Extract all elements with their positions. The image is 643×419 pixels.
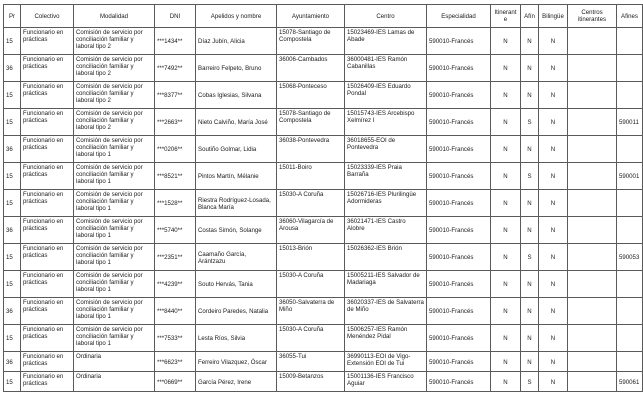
cell-nombre: Pintos Martín, Mélanie bbox=[196, 163, 277, 190]
cell-ayuntamiento: 36055-Tui bbox=[277, 352, 345, 372]
cell-dni: ***8377** bbox=[155, 82, 196, 109]
cell-nombre: Cobas Iglesias, Silvana bbox=[196, 82, 277, 109]
cell-centros-itinerantes bbox=[568, 55, 617, 82]
header-afines: Afines bbox=[617, 5, 643, 28]
cell-itinerante: N bbox=[491, 136, 521, 163]
cell-pr: 15 bbox=[4, 109, 21, 136]
cell-colectivo: Funcionario en prácticas bbox=[21, 244, 74, 271]
cell-afin: S bbox=[521, 109, 539, 136]
cell-especialidad: 590010-Francés bbox=[427, 352, 491, 372]
cell-colectivo: Funcionario en prácticas bbox=[21, 352, 74, 372]
cell-colectivo: Funcionario en prácticas bbox=[21, 298, 74, 325]
cell-bilingue: N bbox=[539, 163, 568, 190]
table-row bbox=[4, 82, 643, 109]
cell-centros-itinerantes bbox=[568, 372, 617, 392]
cell-pr: 15 bbox=[4, 28, 21, 55]
cell-bilingue: N bbox=[539, 190, 568, 217]
table-row bbox=[4, 28, 643, 55]
cell-dni: ***0206** bbox=[155, 136, 196, 163]
cell-colectivo: Funcionario en prácticas bbox=[21, 271, 74, 298]
cell-afines: 590053 bbox=[617, 244, 643, 271]
cell-nombre: Barreiro Felpeto, Bruno bbox=[196, 55, 277, 82]
cell-afines bbox=[617, 352, 643, 372]
cell-dni: ***7492** bbox=[155, 55, 196, 82]
cell-ayuntamiento: 15078-Santiago de Compostela bbox=[277, 109, 345, 136]
cell-itinerante: N bbox=[491, 298, 521, 325]
cell-afin: N bbox=[521, 352, 539, 372]
cell-afin: N bbox=[521, 325, 539, 352]
cell-bilingue: N bbox=[539, 352, 568, 372]
cell-centro: 15026362-IES Brión bbox=[345, 244, 427, 271]
cell-pr: 15 bbox=[4, 163, 21, 190]
cell-ayuntamiento: 36038-Pontevedra bbox=[277, 136, 345, 163]
cell-centro: 15026716-IES Plurilingüe Adormideras bbox=[345, 190, 427, 217]
cell-itinerante: N bbox=[491, 217, 521, 244]
cell-centros-itinerantes bbox=[568, 325, 617, 352]
cell-ayuntamiento: 15030-A Coruña bbox=[277, 190, 345, 217]
cell-centro: 15015743-IES Arcebispo Xelmírez I bbox=[345, 109, 427, 136]
cell-ayuntamiento: 15013-Brión bbox=[277, 244, 345, 271]
cell-afines bbox=[617, 190, 643, 217]
table-row bbox=[4, 163, 643, 190]
cell-centros-itinerantes bbox=[568, 163, 617, 190]
cell-centros-itinerantes bbox=[568, 190, 617, 217]
cell-colectivo: Funcionario en prácticas bbox=[21, 136, 74, 163]
header-centro: Centro bbox=[345, 5, 427, 28]
cell-dni: ***0669** bbox=[155, 372, 196, 392]
cell-dni: ***2351** bbox=[155, 244, 196, 271]
cell-itinerante: N bbox=[491, 352, 521, 372]
cell-dni: ***1434** bbox=[155, 28, 196, 55]
cell-colectivo: Funcionario en prácticas bbox=[21, 163, 74, 190]
cell-ayuntamiento: 36006-Cambados bbox=[277, 55, 345, 82]
header-especialidad: Especialidad bbox=[427, 5, 491, 28]
cell-nombre: Díaz Jubín, Alicia bbox=[196, 28, 277, 55]
table-row bbox=[4, 372, 643, 392]
cell-centro: 15023469-IES Lamas de Abade bbox=[345, 28, 427, 55]
cell-dni: ***7533** bbox=[155, 325, 196, 352]
cell-itinerante: N bbox=[491, 55, 521, 82]
cell-afines: 590061 bbox=[617, 372, 643, 392]
cell-modalidad: Comisión de servicio por conciliación familiar y laboral tipo 2 bbox=[74, 28, 155, 55]
cell-centro: 36990113-EOI de Vigo-Extensión EOI de Tui bbox=[345, 352, 427, 372]
cell-pr: 15 bbox=[4, 271, 21, 298]
table-row bbox=[4, 217, 643, 244]
cell-pr: 36 bbox=[4, 298, 21, 325]
cell-pr: 36 bbox=[4, 217, 21, 244]
cell-especialidad: 590010-Francés bbox=[427, 109, 491, 136]
cell-afines bbox=[617, 55, 643, 82]
header-row bbox=[4, 5, 643, 28]
header-centros-itinerantes: Centros itinerantes bbox=[568, 5, 617, 28]
cell-modalidad: Comisión de servicio por conciliación familiar y laboral tipo 1 bbox=[74, 163, 155, 190]
cell-afin: N bbox=[521, 136, 539, 163]
cell-afin: N bbox=[521, 28, 539, 55]
cell-ayuntamiento: 15011-Boiro bbox=[277, 163, 345, 190]
cell-modalidad: Comisión de servicio por conciliación familiar y laboral tipo 1 bbox=[74, 325, 155, 352]
cell-centro: 15026409-IES Eduardo Pondal bbox=[345, 82, 427, 109]
cell-afines bbox=[617, 271, 643, 298]
cell-itinerante: N bbox=[491, 82, 521, 109]
cell-centros-itinerantes bbox=[568, 109, 617, 136]
cell-itinerante: N bbox=[491, 325, 521, 352]
cell-modalidad: Ordinaria bbox=[74, 372, 155, 392]
cell-afin: N bbox=[521, 298, 539, 325]
cell-especialidad: 590010-Francés bbox=[427, 82, 491, 109]
cell-nombre: Caamaño García, Arántzazu bbox=[196, 244, 277, 271]
cell-modalidad: Comisión de servicio por conciliación familiar y laboral tipo 1 bbox=[74, 217, 155, 244]
cell-bilingue: N bbox=[539, 82, 568, 109]
cell-especialidad: 590010-Francés bbox=[427, 271, 491, 298]
cell-bilingue: N bbox=[539, 109, 568, 136]
cell-afin: S bbox=[521, 372, 539, 392]
header-nombre: Apelidos y nombre bbox=[196, 5, 277, 28]
cell-afin: N bbox=[521, 217, 539, 244]
cell-nombre: Lesta Ríos, Silvia bbox=[196, 325, 277, 352]
cell-bilingue: N bbox=[539, 325, 568, 352]
cell-centro: 36021471-IES Castro Alobre bbox=[345, 217, 427, 244]
cell-nombre: Costas Simón, Solange bbox=[196, 217, 277, 244]
cell-afines: 590011 bbox=[617, 109, 643, 136]
cell-bilingue: N bbox=[539, 136, 568, 163]
cell-centros-itinerantes bbox=[568, 352, 617, 372]
cell-especialidad: 590010-Francés bbox=[427, 244, 491, 271]
assignments-table bbox=[3, 4, 643, 392]
cell-especialidad: 590010-Francés bbox=[427, 217, 491, 244]
cell-afines bbox=[617, 136, 643, 163]
cell-afines bbox=[617, 325, 643, 352]
cell-pr: 15 bbox=[4, 325, 21, 352]
cell-afin: N bbox=[521, 55, 539, 82]
cell-centros-itinerantes bbox=[568, 298, 617, 325]
cell-nombre: Nieto Calviño, María José bbox=[196, 109, 277, 136]
cell-ayuntamiento: 15009-Betanzos bbox=[277, 372, 345, 392]
table-row bbox=[4, 298, 643, 325]
cell-colectivo: Funcionario en prácticas bbox=[21, 372, 74, 392]
cell-especialidad: 590010-Francés bbox=[427, 163, 491, 190]
cell-pr: 15 bbox=[4, 244, 21, 271]
table-row bbox=[4, 55, 643, 82]
cell-nombre: Riestra Rodríguez-Losada, Blanca María bbox=[196, 190, 277, 217]
cell-ayuntamiento: 15030-A Coruña bbox=[277, 271, 345, 298]
cell-itinerante: N bbox=[491, 190, 521, 217]
cell-dni: ***8521** bbox=[155, 163, 196, 190]
header-pr: Pr bbox=[4, 5, 21, 28]
table-row bbox=[4, 244, 643, 271]
cell-colectivo: Funcionario en prácticas bbox=[21, 28, 74, 55]
cell-ayuntamiento: 15078-Santiago de Compostela bbox=[277, 28, 345, 55]
cell-centro: 15006257-IES Ramón Menéndez Pidal bbox=[345, 325, 427, 352]
table-row bbox=[4, 190, 643, 217]
cell-modalidad: Comisión de servicio por conciliación familiar y laboral tipo 2 bbox=[74, 55, 155, 82]
cell-especialidad: 590010-Francés bbox=[427, 136, 491, 163]
cell-centros-itinerantes bbox=[568, 82, 617, 109]
cell-dni: ***1528** bbox=[155, 190, 196, 217]
table-row bbox=[4, 325, 643, 352]
cell-colectivo: Funcionario en prácticas bbox=[21, 55, 74, 82]
cell-modalidad: Comisión de servicio por conciliación familiar y laboral tipo 2 bbox=[74, 82, 155, 109]
cell-modalidad: Comisión de servicio por conciliación familiar y laboral tipo 1 bbox=[74, 298, 155, 325]
cell-afines: 590001 bbox=[617, 163, 643, 190]
cell-pr: 15 bbox=[4, 190, 21, 217]
cell-centro: 36020337-IES de Salvaterra de Miño bbox=[345, 298, 427, 325]
cell-ayuntamiento: 15068-Pontecesо bbox=[277, 82, 345, 109]
cell-nombre: Souto Hervás, Tania bbox=[196, 271, 277, 298]
cell-afines bbox=[617, 298, 643, 325]
cell-ayuntamiento: 36050-Salvaterra de Miño bbox=[277, 298, 345, 325]
cell-dni: ***2663** bbox=[155, 109, 196, 136]
table-row bbox=[4, 136, 643, 163]
cell-modalidad: Comisión de servicio por conciliación familiar y laboral tipo 1 bbox=[74, 190, 155, 217]
cell-ayuntamiento: 36060-Vilagarcía de Arousa bbox=[277, 217, 345, 244]
table-body bbox=[4, 28, 643, 392]
cell-centros-itinerantes bbox=[568, 244, 617, 271]
cell-nombre: Ferreiro Vilazquez, Óscar bbox=[196, 352, 277, 372]
cell-bilingue: N bbox=[539, 372, 568, 392]
header-itinerante: Itinerante bbox=[491, 5, 521, 28]
cell-pr: 15 bbox=[4, 82, 21, 109]
cell-especialidad: 590010-Francés bbox=[427, 28, 491, 55]
cell-centro: 36018655-EOI de Pontevedra bbox=[345, 136, 427, 163]
cell-colectivo: Funcionario en prácticas bbox=[21, 109, 74, 136]
cell-itinerante: N bbox=[491, 109, 521, 136]
cell-itinerante: N bbox=[491, 163, 521, 190]
cell-dni: ***6623** bbox=[155, 352, 196, 372]
cell-modalidad: Comisión de servicio por conciliación familiar y laboral tipo 1 bbox=[74, 136, 155, 163]
cell-itinerante: N bbox=[491, 372, 521, 392]
cell-colectivo: Funcionario en prácticas bbox=[21, 217, 74, 244]
cell-bilingue: N bbox=[539, 271, 568, 298]
cell-bilingue: N bbox=[539, 298, 568, 325]
cell-modalidad: Comisión de servicio por conciliación familiar y laboral tipo 1 bbox=[74, 271, 155, 298]
cell-afin: N bbox=[521, 271, 539, 298]
cell-especialidad: 590010-Francés bbox=[427, 325, 491, 352]
cell-pr: 15 bbox=[4, 372, 21, 392]
table-row bbox=[4, 352, 643, 372]
cell-especialidad: 590010-Francés bbox=[427, 298, 491, 325]
cell-dni: ***5740** bbox=[155, 217, 196, 244]
header-modalidad: Modalidad bbox=[74, 5, 155, 28]
cell-nombre: García Pérez, Irene bbox=[196, 372, 277, 392]
cell-ayuntamiento: 15030-A Coruña bbox=[277, 325, 345, 352]
cell-centro: 15001136-IES Francisco Aguiar bbox=[345, 372, 427, 392]
cell-bilingue: N bbox=[539, 244, 568, 271]
table-row bbox=[4, 271, 643, 298]
cell-modalidad: Comisión de servicio por conciliación familiar y laboral tipo 1 bbox=[74, 244, 155, 271]
header-dni: DNI bbox=[155, 5, 196, 28]
cell-afin: S bbox=[521, 244, 539, 271]
cell-modalidad: Ordinaria bbox=[74, 352, 155, 372]
cell-colectivo: Funcionario en prácticas bbox=[21, 82, 74, 109]
cell-afines bbox=[617, 28, 643, 55]
cell-bilingue: N bbox=[539, 217, 568, 244]
cell-centro: 36000481-IES Ramón Cabanillas bbox=[345, 55, 427, 82]
cell-itinerante: N bbox=[491, 271, 521, 298]
cell-centros-itinerantes bbox=[568, 217, 617, 244]
cell-afines bbox=[617, 82, 643, 109]
header-bilingue: Bilingüe bbox=[539, 5, 568, 28]
cell-nombre: Cordeiro Paredes, Natalia bbox=[196, 298, 277, 325]
cell-pr: 36 bbox=[4, 136, 21, 163]
header-ayuntamiento: Ayuntamiento bbox=[277, 5, 345, 28]
cell-afin: S bbox=[521, 163, 539, 190]
cell-afin: N bbox=[521, 190, 539, 217]
header-afin: Afín bbox=[521, 5, 539, 28]
cell-centro: 15005211-IES Salvador de Madariaga bbox=[345, 271, 427, 298]
cell-dni: ***8440** bbox=[155, 298, 196, 325]
cell-afines bbox=[617, 217, 643, 244]
cell-pr: 36 bbox=[4, 55, 21, 82]
cell-bilingue: N bbox=[539, 28, 568, 55]
cell-especialidad: 590010-Francés bbox=[427, 55, 491, 82]
cell-itinerante: N bbox=[491, 28, 521, 55]
cell-itinerante: N bbox=[491, 244, 521, 271]
cell-nombre: Soutiño Golmar, Lidia bbox=[196, 136, 277, 163]
cell-pr: 36 bbox=[4, 352, 21, 372]
cell-bilingue: N bbox=[539, 55, 568, 82]
cell-centro: 15023339-IES Praia Barraña bbox=[345, 163, 427, 190]
cell-dni: ***4239** bbox=[155, 271, 196, 298]
cell-centros-itinerantes bbox=[568, 271, 617, 298]
cell-colectivo: Funcionario en prácticas bbox=[21, 325, 74, 352]
cell-centros-itinerantes bbox=[568, 28, 617, 55]
cell-especialidad: 590010-Francés bbox=[427, 190, 491, 217]
cell-centros-itinerantes bbox=[568, 136, 617, 163]
cell-especialidad: 590010-Francés bbox=[427, 372, 491, 392]
cell-modalidad: Comisión de servicio por conciliación familiar y laboral tipo 2 bbox=[74, 109, 155, 136]
cell-colectivo: Funcionario en prácticas bbox=[21, 190, 74, 217]
cell-afin: N bbox=[521, 82, 539, 109]
table-row bbox=[4, 109, 643, 136]
header-colectivo: Colectivo bbox=[21, 5, 74, 28]
